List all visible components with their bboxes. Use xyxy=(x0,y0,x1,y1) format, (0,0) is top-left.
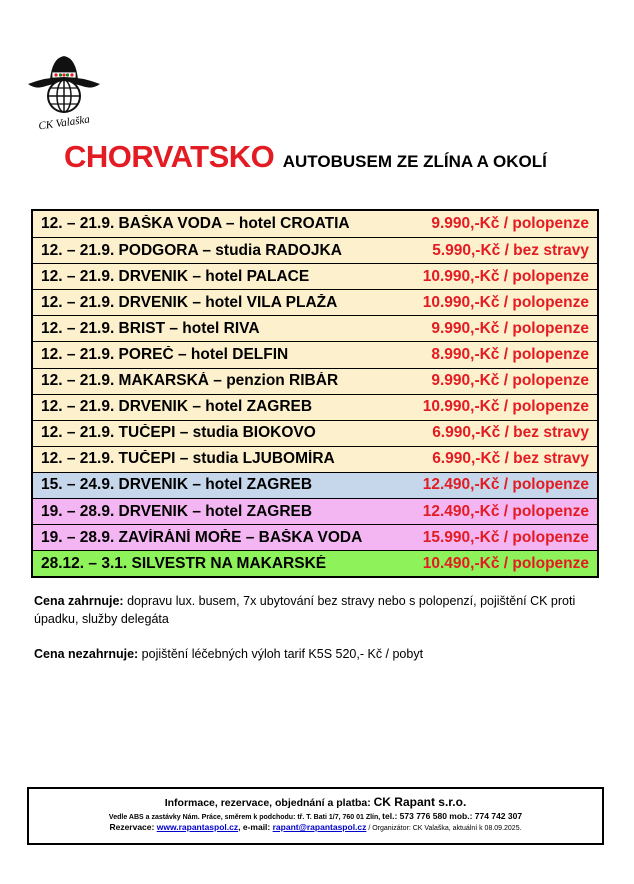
excludes-note xyxy=(34,645,604,663)
includes-note xyxy=(34,592,604,628)
footer-tel-label: tel.: xyxy=(382,811,398,821)
trip-destination: 28.12. – 3.1. SILVESTR NA MAKARSKÉ xyxy=(41,554,327,572)
trip-row xyxy=(33,211,597,237)
trip-row xyxy=(33,341,597,367)
footer-mob: 774 742 307 xyxy=(472,811,523,821)
trip-price: 9.990,-Kč / polopenze xyxy=(431,215,589,233)
trip-destination: 12. – 21.9. DRVENIK – hotel ZAGREB xyxy=(41,398,313,416)
trip-destination: 19. – 28.9. DRVENIK – hotel ZAGREB xyxy=(41,502,313,520)
trip-price: 12.490,-Kč / polopenze xyxy=(422,476,589,494)
trip-row xyxy=(33,237,597,263)
footer-company: CK Rapant s.r.o. xyxy=(373,795,467,809)
footer-line-2 xyxy=(29,811,602,821)
trip-price: 10.990,-Kč / polopenze xyxy=(422,398,589,416)
email-link[interactable]: rapant@rapantaspol.cz xyxy=(272,822,367,832)
trip-row xyxy=(33,472,597,498)
trip-price: 10.490,-Kč / polopenze xyxy=(422,554,589,572)
excludes-label: Cena nezahrnuje: xyxy=(34,647,139,661)
trip-destination: 12. – 21.9. TUČEPI – studia BIOKOVO xyxy=(41,424,316,442)
trip-destination: 19. – 28.9. ZAVÍRÁNÍ MOŘE – BAŠKA VODA xyxy=(41,528,363,546)
trip-row xyxy=(33,498,597,524)
hat-globe-logo-icon xyxy=(22,50,106,130)
contact-footer xyxy=(27,787,604,845)
footer-mob-label: mob.: xyxy=(449,811,473,821)
footer-line-3 xyxy=(29,822,602,832)
trip-row xyxy=(33,550,597,576)
page-title xyxy=(64,139,604,175)
trip-table xyxy=(31,209,599,578)
ck-valaska-logo xyxy=(22,50,106,130)
trip-row xyxy=(33,524,597,550)
trip-price: 10.990,-Kč / polopenze xyxy=(422,267,589,285)
trip-price: 8.990,-Kč / polopenze xyxy=(431,346,589,364)
footer-tel: 573 776 580 xyxy=(397,811,450,821)
trip-destination: 15. – 24.9. DRVENIK – hotel ZAGREB xyxy=(41,476,313,494)
trip-row xyxy=(33,446,597,472)
trip-row xyxy=(33,289,597,315)
trip-destination: 12. – 21.9. BAŠKA VODA – hotel CROATIA xyxy=(41,215,350,233)
trip-row xyxy=(33,394,597,420)
trip-price: 6.990,-Kč / bez stravy xyxy=(432,424,589,442)
trip-price: 9.990,-Kč / polopenze xyxy=(431,319,589,337)
includes-text: dopravu lux. busem, 7x ubytování bez stravy nebo s polopenzí, pojištění CK proti úpadku, služby delegáta xyxy=(34,594,576,626)
footer-reservation-label: Rezervace: xyxy=(109,822,157,832)
trip-destination: 12. – 21.9. BRIST – hotel RIVA xyxy=(41,319,260,337)
trip-row xyxy=(33,368,597,394)
logo-text: CK Valaška xyxy=(37,113,91,130)
trip-row xyxy=(33,420,597,446)
trip-row xyxy=(33,315,597,341)
trip-destination: 12. – 21.9. POREČ – hotel DELFIN xyxy=(41,346,289,364)
trip-price: 5.990,-Kč / bez stravy xyxy=(432,241,589,259)
trip-price: 6.990,-Kč / bez stravy xyxy=(432,450,589,468)
trip-price: 9.990,-Kč / polopenze xyxy=(431,372,589,390)
excludes-text: pojištění léčebných výloh tarif K5S 520,- Kč / pobyt xyxy=(138,647,424,661)
trip-price: 12.490,-Kč / polopenze xyxy=(422,502,589,520)
footer-address: Vedle ABS a zastávky Nám. Práce, směrem k podchodu: tř. T. Bati 1/7, 760 01 Zlín, xyxy=(108,814,383,821)
trip-row xyxy=(33,263,597,289)
footer-info-label: Informace, rezervace, objednání a platba: xyxy=(164,797,374,809)
title-main: CHORVATSKO xyxy=(64,139,275,174)
price-notes xyxy=(34,592,604,680)
trip-price: 10.990,-Kč / polopenze xyxy=(422,293,589,311)
trip-destination: 12. – 21.9. TUČEPI – studia LJUBOMÍRA xyxy=(41,450,335,468)
trip-destination: 12. – 21.9. DRVENIK – hotel VILA PLAŽA xyxy=(41,293,338,311)
footer-email-label: , e-mail: xyxy=(238,822,273,832)
footer-line-1 xyxy=(29,795,602,809)
includes-label: Cena zahrnuje: xyxy=(34,594,124,608)
title-subtitle: AUTOBUSEM ZE ZLÍNA A OKOLÍ xyxy=(282,152,547,171)
trip-destination: 12. – 21.9. PODGORA – studia RADOJKA xyxy=(41,241,342,259)
footer-organizer: / Organizátor: CK Valaška, aktuální k 08.09.2025. xyxy=(366,825,522,832)
trip-destination: 12. – 21.9. MAKARSKÁ – penzion RIBÁR xyxy=(41,372,339,390)
trip-price: 15.990,-Kč / polopenze xyxy=(422,528,589,546)
website-link[interactable]: www.rapantaspol.cz xyxy=(156,822,239,832)
trip-destination: 12. – 21.9. DRVENIK – hotel PALACE xyxy=(41,267,310,285)
